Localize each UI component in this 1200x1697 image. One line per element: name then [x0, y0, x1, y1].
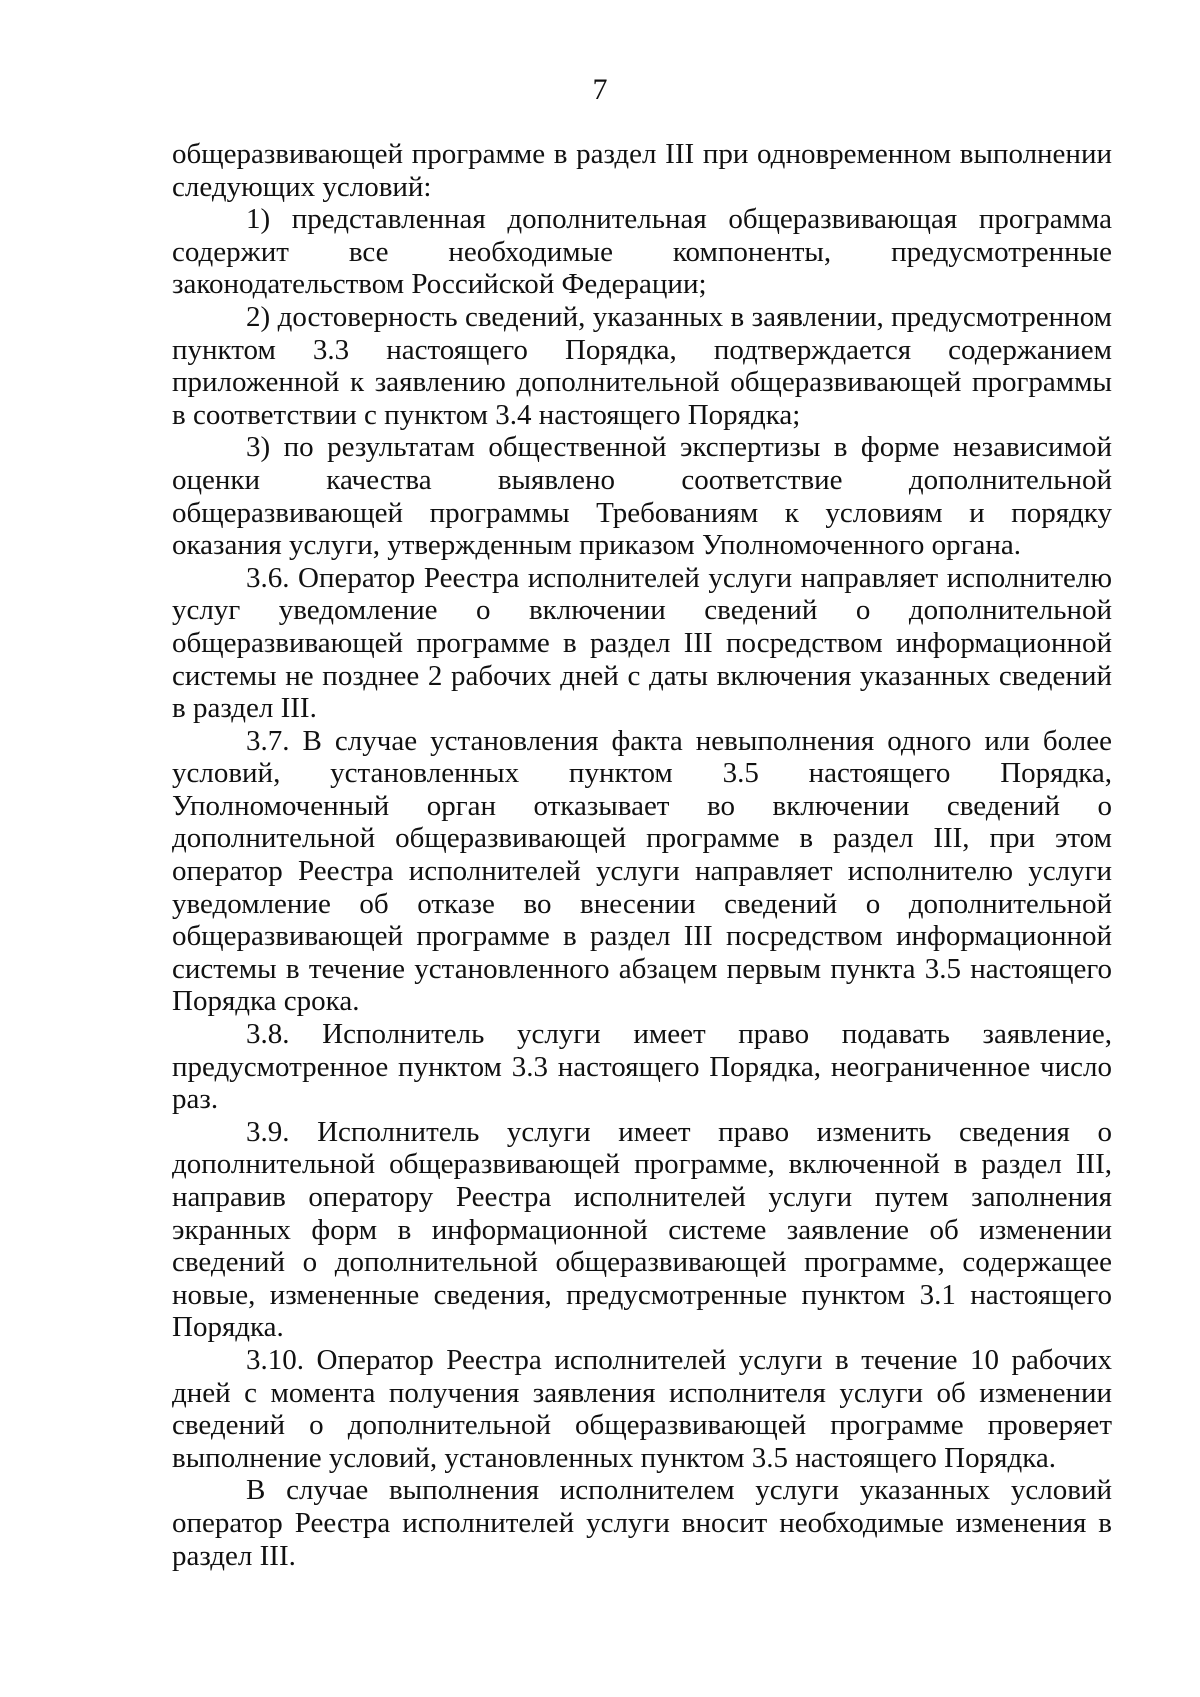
paragraph-continuation: общеразвивающей программе в раздел III при одновременном выполнении следующих условий: [172, 138, 1112, 203]
paragraph-3-9: 3.9. Исполнитель услуги имеет право изменить сведения о дополнительной общеразвивающей программе, включенной в раздел III, направив оператору Реестра исполнителей услуги путем заполнения экранных форм в информационной системе заявление об изменении сведений о дополнительной общеразвивающей программе, содержащее новые, измененные сведения, предусмотренные пунктом 3.1 настоящего Порядка. [172, 1115, 1112, 1344]
paragraph-3-10: 3.10. Оператор Реестра исполнителей услуги в течение 10 рабочих дней с момента получения заявления исполнителя услуги об изменении сведений о дополнительной общеразвивающей программе проверяет выполнение условий, установленных пунктом 3.5 настоящего Порядка. [172, 1343, 1112, 1474]
paragraph-final: В случае выполнения исполнителем услуги указанных условий оператор Реестра исполнителей услуги вносит необходимые изменения в раздел III. [172, 1474, 1112, 1572]
paragraph-3-6: 3.6. Оператор Реестра исполнителей услуги направляет исполнителю услуг уведомление о включении сведений о дополнительной общеразвивающей программе в раздел III посредством информационной системы не позднее 2 рабочих дней с даты включения указанных сведений в раздел III. [172, 561, 1112, 725]
document-body [172, 138, 1112, 1572]
paragraph-condition-1: 1) представленная дополнительная общеразвивающая программа содержит все необходимые компоненты, предусмотренные законодательством Российской Федерации; [172, 203, 1112, 301]
paragraph-3-8: 3.8. Исполнитель услуги имеет право подавать заявление, предусмотренное пунктом 3.3 настоящего Порядка, неограниченное число раз. [172, 1018, 1112, 1116]
paragraph-condition-2: 2) достоверность сведений, указанных в заявлении, предусмотренном пунктом 3.3 настоящего Порядка, подтверждается содержанием приложенной к заявлению дополнительной общеразвивающей программы в соответствии с пунктом 3.4 настоящего Порядка; [172, 300, 1112, 431]
page-number: 7 [592, 73, 608, 106]
paragraph-condition-3: 3) по результатам общественной экспертизы в форме независимой оценки качества выявлено соответствие дополнительной общеразвивающей программы Требованиям к условиям и порядку оказания услуги, утвержденным приказом Уполномоченного органа. [172, 431, 1112, 562]
paragraph-3-7: 3.7. В случае установления факта невыполнения одного или более условий, установленных пунктом 3.5 настоящего Порядка, Уполномоченный орган отказывает во включении сведений о дополнительной общеразвивающей программе в раздел III, при этом оператор Реестра исполнителей услуги направляет исполнителю услуги уведомление об отказе во внесении сведений о дополнительной общеразвивающей программе в раздел III посредством информационной системы в течение установленного абзацем первым пункта 3.5 настоящего Порядка срока. [172, 724, 1112, 1018]
